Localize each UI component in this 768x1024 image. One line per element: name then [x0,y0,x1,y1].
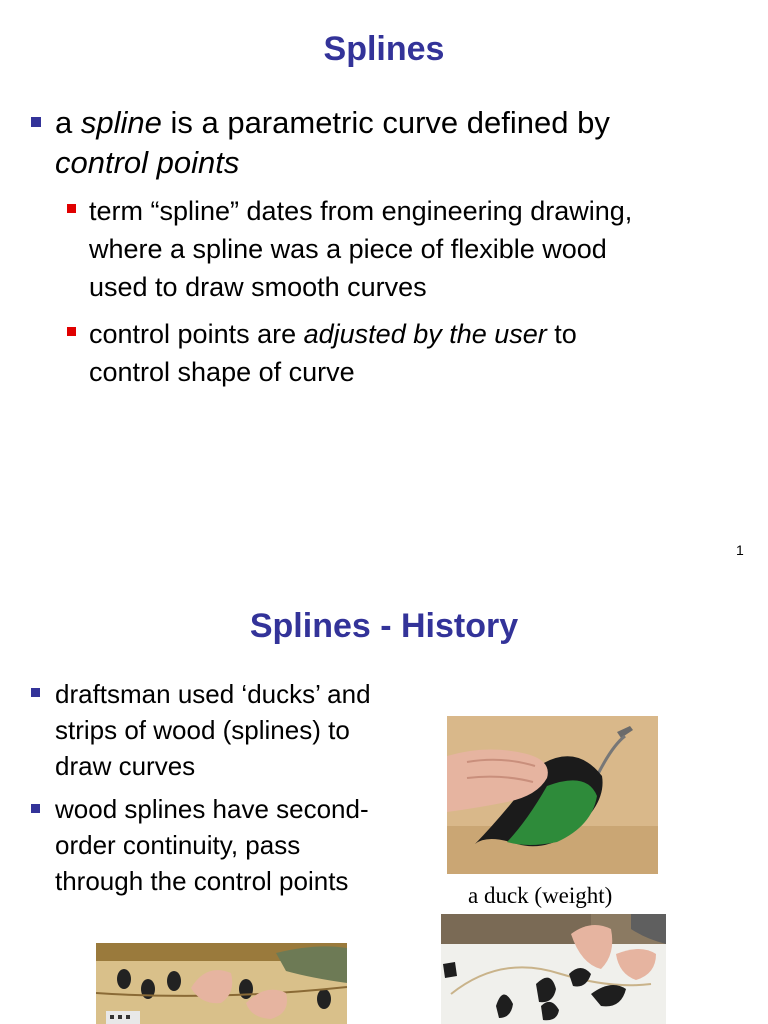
text: is a parametric curve defined by [161,105,610,140]
text: to [546,319,577,349]
text-line: term “spline” dates from engineering drawing, [89,196,633,226]
text: a [55,105,81,140]
text-line: draftsman used ‘ducks’ and [55,679,371,709]
sub-bullet-square-icon [67,204,76,213]
spline-ducks-photo [441,914,666,1024]
text-line: where a spline was a piece of flexible wood [89,234,607,264]
text-line: used to draw smooth curves [89,272,427,302]
bullet-square-icon [31,688,40,697]
text-line: draw curves [55,751,196,781]
text-italic: spline [80,105,162,140]
text-italic: adjusted by the user [303,319,547,349]
slide2-bullet2 [55,791,435,899]
slide1-sub-bullet1 [89,192,759,306]
slide1-bullet1 [55,103,755,183]
slide1-sub-bullet2 [89,315,759,391]
duck-photo [447,716,658,874]
slide2-bullet1 [55,676,435,784]
text: control shape of curve [89,357,355,387]
text-line: order continuity, pass [55,830,301,860]
text-italic: control points [55,145,240,180]
duck-caption: a duck (weight) [468,883,613,908]
text: control points are [89,319,304,349]
text-line: wood splines have second- [55,794,369,824]
bullet-square-icon [31,804,40,813]
text-line: strips of wood (splines) to [55,715,350,745]
page-number: 1 [736,542,744,558]
sub-bullet-square-icon [67,327,76,336]
bullet-square-icon [31,117,41,127]
slide2-title: Splines - History [249,607,519,645]
text-line: through the control points [55,866,349,896]
ducks-table-photo [96,943,347,1024]
slide1-title: Splines [323,30,445,68]
